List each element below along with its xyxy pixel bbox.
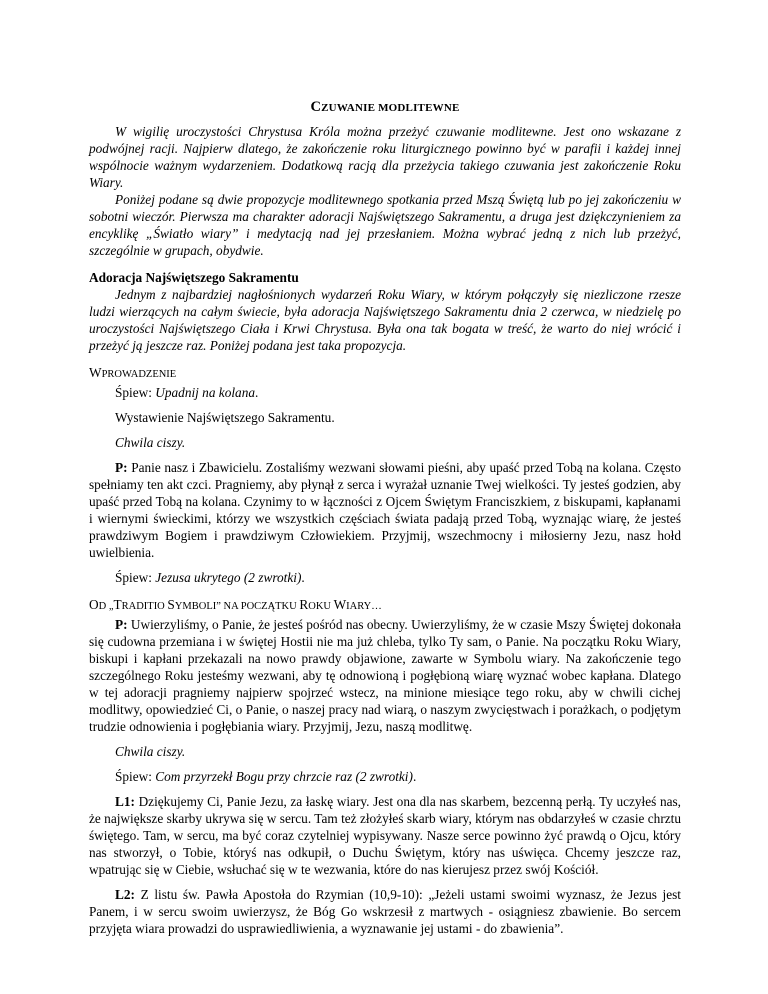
section-heading-adoracja: Adoracja Najświętszego Sakramentu bbox=[89, 270, 299, 285]
silence-note-2: Chwila ciszy. bbox=[115, 744, 186, 759]
song-3: Śpiew: Com przyrzekł Bogu przy chrzcie raz (2 zwrotki). bbox=[115, 769, 417, 784]
section-intro-adoracja: Jednym z najbardziej nagłośnionych wydarzeń Roku Wiary, w którym połączyły się niezliczone rzesze ludzi wierzących na całym świecie, była adoracja Najświętszego Sakramentu dnia 2 czerwca, w niedzielę po uroczystości Najświętszego Ciała i Krwi Chrystusa. Była ona tak bogata w treść, że warto do niej wrócić i przeżyć ją jeszcze raz. Poniżej podana jest taka propozycja. bbox=[89, 287, 681, 353]
prayer-p-1: P: Panie nasz i Zbawicielu. Zostaliśmy wezwani słowami pieśni, aby upaść przed Tobą na kolana. Często spełniamy ten akt czci. Pragniemy, aby płynął z serca i wyrażał uznanie Twej wielkości. Ty jesteś godzien, aby upaść przed Tobą na kolana. Czynimy to w łączności z Ojcem Świętym Franciszkiem, z biskupami, kapłanami i wiernymi świeckimi, którzy we wszystkich częściach świata padają przed Tobą, wyznając wiarę, że jesteś prawdziwym Bogiem i prawdziwym Człowiekiem. Przyjmij, wszechmocny i miłosierny Jezu, nasz hołd uwielbienia. bbox=[89, 460, 681, 560]
song-2: Śpiew: Jezusa ukrytego (2 zwrotki). bbox=[115, 570, 305, 585]
exposition-note: Wystawienie Najświętszego Sakramentu. bbox=[115, 410, 335, 425]
page-title: CZUWANIE MODLITEWNE bbox=[310, 99, 460, 115]
song-1: Śpiew: Upadnij na kolana. bbox=[115, 385, 259, 400]
section-heading-wprowadzenie: WPROWADZENIE bbox=[89, 365, 177, 380]
reading-l2: L2: Z listu św. Pawła Apostoła do Rzymian (10,9-10): „Jeżeli ustami swoimi wyznasz, że Jezus jest Panem, i w sercu swoim uwierzysz, że Bóg Go wskrzesił z martwych - osiągniesz zbawienie. Bo sercem przyjęta wiara prowadzi do usprawiedliwienia, a wyznawanie jej ustami - do zbawienia”. bbox=[89, 887, 682, 936]
reading-l1: L1: Dziękujemy Ci, Panie Jezu, za łaskę wiary. Jest ona dla nas skarbem, bezcenną perłą. Ty uczyłeś nas, że największe skarby ukrywa się w sercu. Tam też złożyłeś skarb wiary, którym nas obdarzyłeś w czasie chrztu świętego. Tam, w sercu, ma być coraz czytelniej wypisywany. Nasze serce powinno żyć prawdą o Ojcu, który nas stworzył, o Tobie, któryś nas odkupił, o Duchu Świętym, który nas uświęca. Chcemy jeszcze raz, wpatrując się w Ciebie, wsłuchać się w te wezwania, które do nas kierujesz przez swój Kościół. bbox=[89, 794, 681, 877]
intro-paragraph-1: W wigilię uroczystości Chrystusa Króla można przeżyć czuwanie modlitewne. Jest ono wskazane z podwójnej racji. Najpierw dlatego, że zakończenie roku liturgicznego powinno być w parafii i każdej innej wspólnocie ważnym wydarzeniem. Dodatkową racją dla przeżycia takiego czuwania jest zakończenie Roku Wiary. bbox=[89, 124, 681, 190]
document-page bbox=[89, 98, 681, 937]
intro-paragraph-2: Poniżej podane są dwie propozycje modlitewnego spotkania przed Mszą Świętą lub po jej zakończeniu w sobotni wieczór. Pierwsza ma charakter adoracji Najświętszego Sakramentu, a druga jest dziękczynieniem za encyklikę „Światło wiary” i medytacją nad jej przesłaniem. Można wybrać jedną z nich lub przeżyć, szczególnie w grupach, obydwie. bbox=[89, 192, 681, 258]
prayer-p-2: P: Uwierzyliśmy, o Panie, że jesteś pośród nas obecny. Uwierzyliśmy, że w czasie Mszy Świętej dokonała się cudowna przemiana i w świętej Hostii nie ma już chleba, tylko Ty sam, o Panie. Na początku Roku Wiary, biskupi i kapłani przekazali na nowo prawdy objawione, zawarte w Symbolu wiary. Na zakończenie tego szczególnego Roku jesteśmy wezwani, aby tę odnowioną i pogłębioną wiarę wyznać wobec kapłana. Dlatego w tej adoracji pragniemy najpierw spojrzeć wstecz, na minione miesiące tego roku, aby w chwili cichej modlitwy, opowiedzieć Ci, o Panie, o naszej pracy nad wiarą, o naszym zwycięstwach i porażkach, o podjętym trudzie odnowienia i pogłębiania wiary. Przyjmij, Jezu, naszą modlitwę. bbox=[89, 617, 681, 734]
section-heading-traditio: OD „TRADITIO SYMBOLI” NA POCZĄTKU ROKU WIARY… bbox=[89, 597, 382, 612]
silence-note-1: Chwila ciszy. bbox=[115, 435, 186, 450]
